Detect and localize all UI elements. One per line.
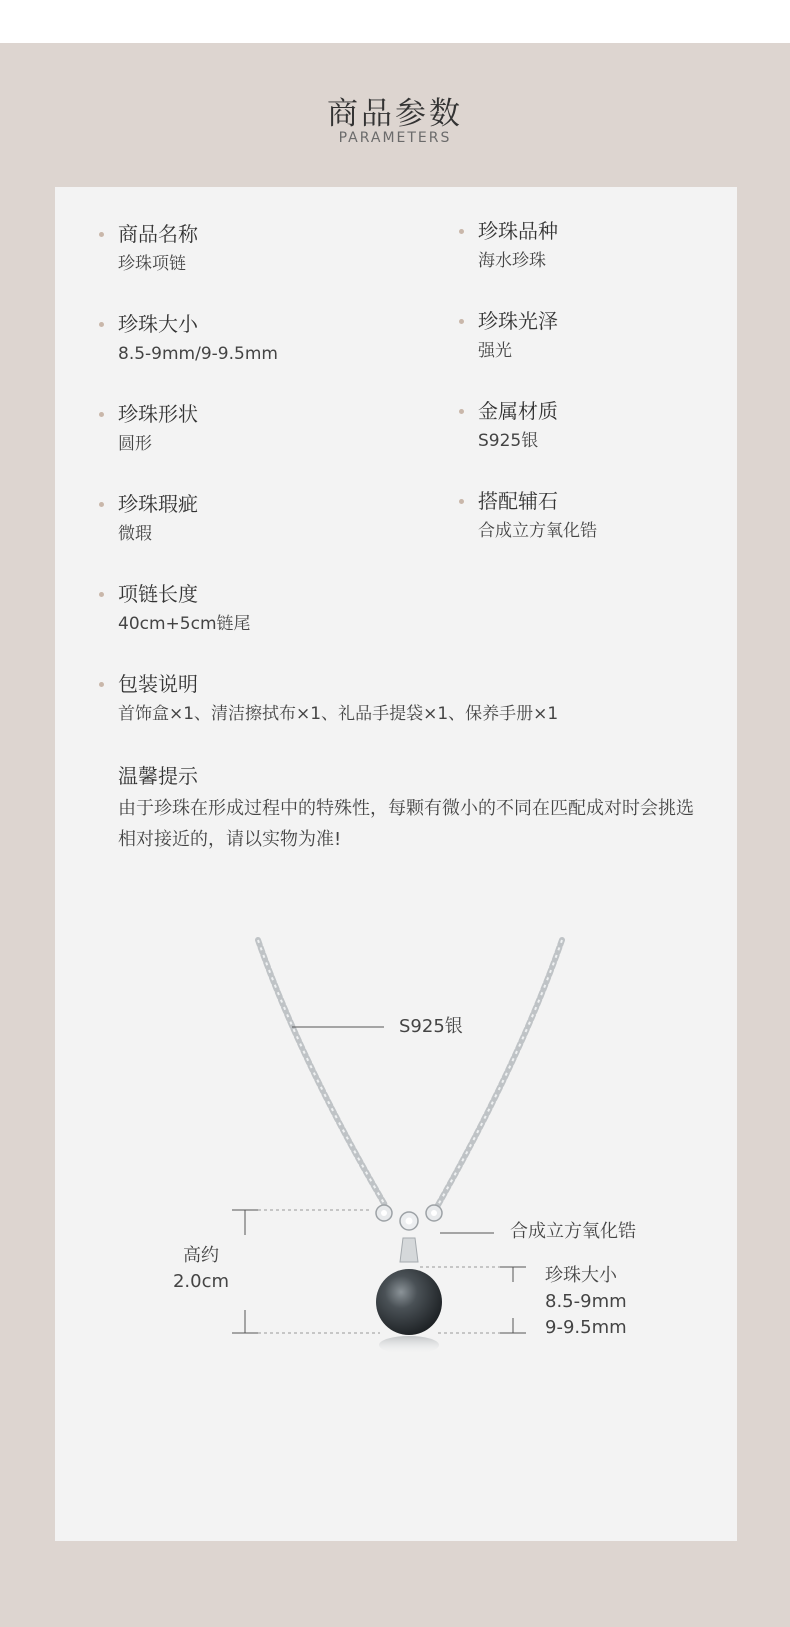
accent-stone-label: 合成立方氧化锆 <box>510 1221 636 1242</box>
tips-label: 温馨提示 <box>118 764 198 788</box>
param-packaging <box>118 670 558 727</box>
param-accent-stone <box>478 487 597 544</box>
param-value: 珍珠项链 <box>118 254 186 274</box>
param-label: 商品名称 <box>118 222 198 246</box>
height-label-line1: 高约 <box>183 1245 219 1266</box>
param-value: 海水珍珠 <box>478 251 546 271</box>
param-value: S925银 <box>478 431 539 451</box>
bullet-dot <box>99 322 104 327</box>
bullet-dot <box>459 319 464 324</box>
param-pearl-variety <box>478 217 558 274</box>
section-title: 商品参数 <box>327 96 463 132</box>
param-label: 珍珠形状 <box>118 402 198 426</box>
bullet-dot <box>99 592 104 597</box>
param-pearl-luster <box>478 307 558 364</box>
height-label <box>166 1243 236 1295</box>
bullet-dot <box>99 412 104 417</box>
bullet-dot <box>459 409 464 414</box>
pearl-size-label <box>545 1263 627 1341</box>
param-pearl-size <box>118 310 278 367</box>
param-metal-material <box>478 397 558 454</box>
param-label: 珍珠大小 <box>118 312 198 336</box>
bullet-dot <box>459 499 464 504</box>
section-subtitle: PARAMETERS <box>338 130 452 146</box>
pearl-size-line3: 9-9.5mm <box>545 1317 627 1338</box>
tips-block <box>118 762 708 855</box>
bullet-dot <box>99 682 104 687</box>
pearl-size-line1: 珍珠大小 <box>545 1265 617 1286</box>
param-value: 首饰盒×1、清洁擦拭布×1、礼品手提袋×1、保养手册×1 <box>118 704 559 724</box>
param-label: 珍珠瑕疵 <box>118 492 198 516</box>
param-value: 合成立方氧化锆 <box>478 521 597 541</box>
parameters-card <box>55 187 737 1541</box>
param-label: 包装说明 <box>118 672 198 696</box>
bullet-dot <box>459 229 464 234</box>
param-value: 40cm+5cm链尾 <box>118 614 251 634</box>
param-label: 珍珠品种 <box>478 219 558 243</box>
param-value: 圆形 <box>118 434 152 454</box>
chain-material-label: S925银 <box>399 1016 463 1037</box>
bullet-dot <box>99 502 104 507</box>
param-label: 项链长度 <box>118 582 198 606</box>
param-label: 珍珠光泽 <box>478 309 558 333</box>
param-product-name <box>118 220 198 277</box>
param-value: 微瑕 <box>118 524 152 544</box>
param-necklace-length <box>118 580 251 637</box>
param-value: 8.5-9mm/9-9.5mm <box>118 344 278 364</box>
bullet-dot <box>99 232 104 237</box>
height-label-line2: 2.0cm <box>172 1271 230 1292</box>
param-pearl-shape <box>118 400 198 457</box>
param-label: 金属材质 <box>478 399 558 423</box>
param-value: 强光 <box>478 341 512 361</box>
param-label: 搭配辅石 <box>478 489 558 513</box>
pearl-size-line2: 8.5-9mm <box>545 1291 627 1312</box>
param-pearl-flaw <box>118 490 198 547</box>
tips-text: 由于珍珠在形成过程中的特殊性，每颗有微小的不同在匹配成对时会挑选相对接近的，请以实物为准! <box>118 798 694 850</box>
